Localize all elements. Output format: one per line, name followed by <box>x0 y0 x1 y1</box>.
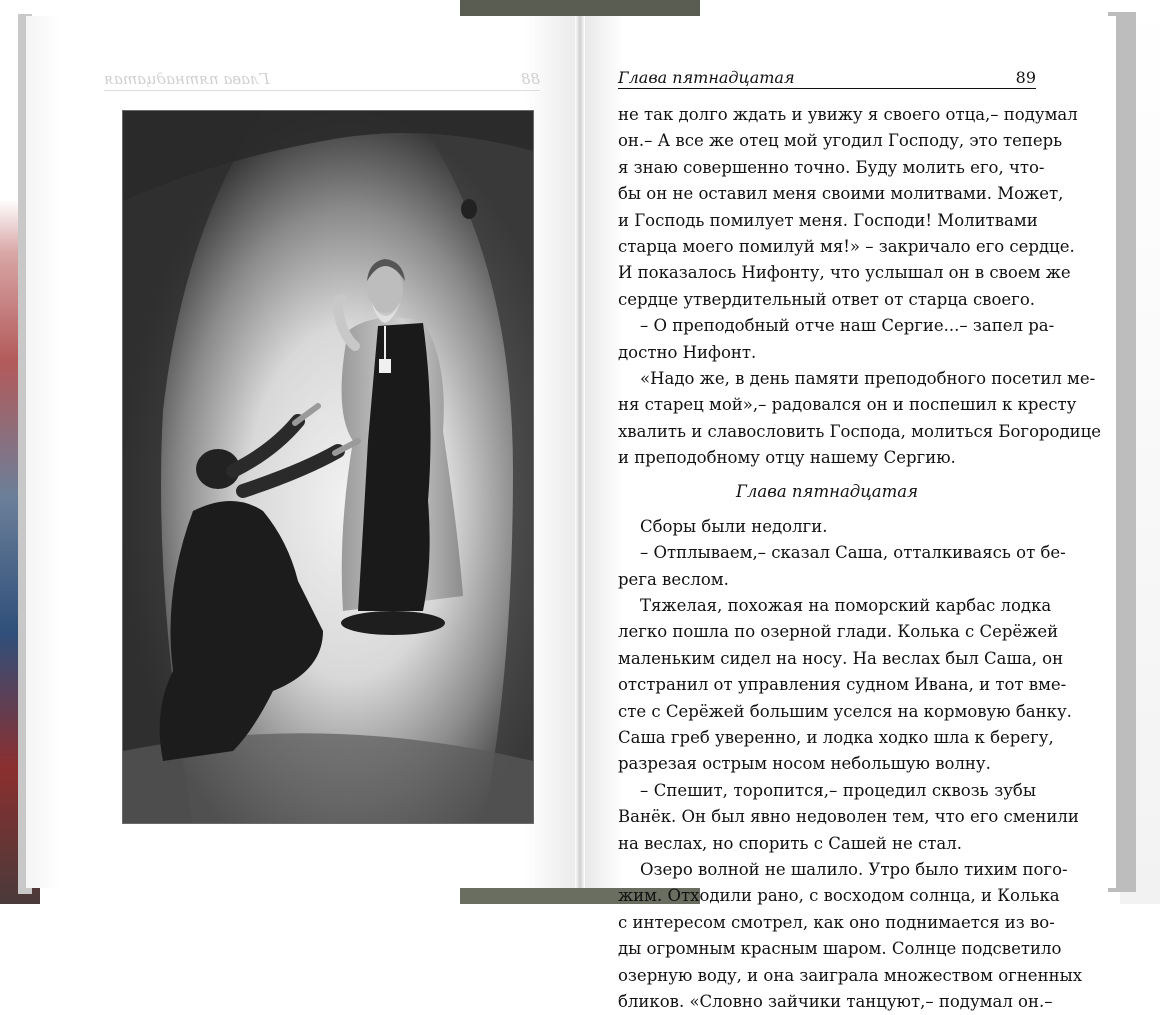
text-line: с интересом смотрел, как оно поднимается из во- <box>618 912 1055 932</box>
text-line: рега веслом. <box>618 569 729 589</box>
text-line: легко пошла по озерной глади. Колька с Серёжей <box>618 622 1059 642</box>
page-number: 89 <box>1015 68 1036 87</box>
text-line: разрезая острым носом небольшую волну. <box>618 754 991 774</box>
show-through-header <box>104 70 540 91</box>
text-line: я знаю совершенно точно. Буду молить его, что- <box>618 157 1045 177</box>
text-line: бы он не оставил меня своими молитвами. Может, <box>618 184 1064 204</box>
text-line: отстранил от управления судном Ивана, и тот вме- <box>618 675 1067 695</box>
running-head <box>618 66 1036 89</box>
text-line: сте с Серёжей большим уселся на кормовую банку. <box>618 701 1072 721</box>
text-line: Сборы были недолги. <box>640 516 828 536</box>
text-line: – Отплываем,– сказал Саша, отталкиваясь от бе- <box>640 543 1066 563</box>
text-line: жим. Отходили рано, с восходом солнца, и Колька <box>618 886 1060 906</box>
text-line: бликов. «Словно зайчики танцуют,– подумал он.– <box>618 991 1053 1011</box>
show-through-page-number: 88 <box>520 70 540 88</box>
text-line: Тяжелая, похожая на поморский карбас лодка <box>640 596 1052 616</box>
text-line: – Спешит, торопится,– процедил сквозь зубы <box>640 780 1036 800</box>
lamp-icon <box>461 199 477 219</box>
text-line: – О преподобный отче наш Сергие...– запел ра- <box>640 316 1055 336</box>
text-line: И показалось Нифонту, что услышал он в своем же <box>618 263 1071 283</box>
text-line: достно Нифонт. <box>618 342 757 362</box>
chapter-running-title: Глава пятнадцатая <box>618 68 795 87</box>
text-line: и преподобному отцу нашему Сергию. <box>618 448 956 468</box>
text-line: Ванёк. Он был явно недоволен тем, что его сменили <box>618 807 1079 827</box>
monks-in-cave-illustration-icon <box>122 110 534 824</box>
text-line: ды огромным красным шаром. Солнце подсветило <box>618 939 1062 959</box>
page-body-text <box>618 102 1102 1015</box>
text-line: не так долго ждать и увижу я своего отца,– подумал <box>618 105 1078 124</box>
text-line: «Надо же, в день памяти преподобного посетил ме- <box>640 368 1096 388</box>
text-line: он.– А все же отец мой угодил Господу, это теперь <box>618 131 1063 151</box>
text-line: на веслах, но спорить с Сашей не стал. <box>618 833 962 853</box>
chapter-heading: Глава пятнадцатая <box>735 482 919 502</box>
text-line: Саша греб уверенно, и лодка ходко шла к берегу, <box>618 727 1054 747</box>
text-line: ня старец мой»,– радовался он и поспешил к кресту <box>618 395 1077 415</box>
text-line: старца моего помилуй мя!» – закричало его сердце. <box>618 236 1075 256</box>
text-line: маленьким сидел на носу. На веслах был Саша, он <box>618 648 1064 668</box>
text-line: хвалить и славословить Господа, молиться Богородице <box>618 421 1102 441</box>
text-line: озерную воду, и она заиграла множеством огненных <box>618 965 1083 985</box>
text-line: и Господь помилует меня. Господи! Молитвами <box>618 210 1038 230</box>
text-line: сердце утвердительный ответ от старца своего. <box>618 289 1035 309</box>
book-gutter <box>575 16 585 888</box>
show-through-title: Глава пятнадцатая <box>104 70 270 88</box>
text-line: Озеро волной не шалило. Утро было тихим пого- <box>640 859 1068 879</box>
